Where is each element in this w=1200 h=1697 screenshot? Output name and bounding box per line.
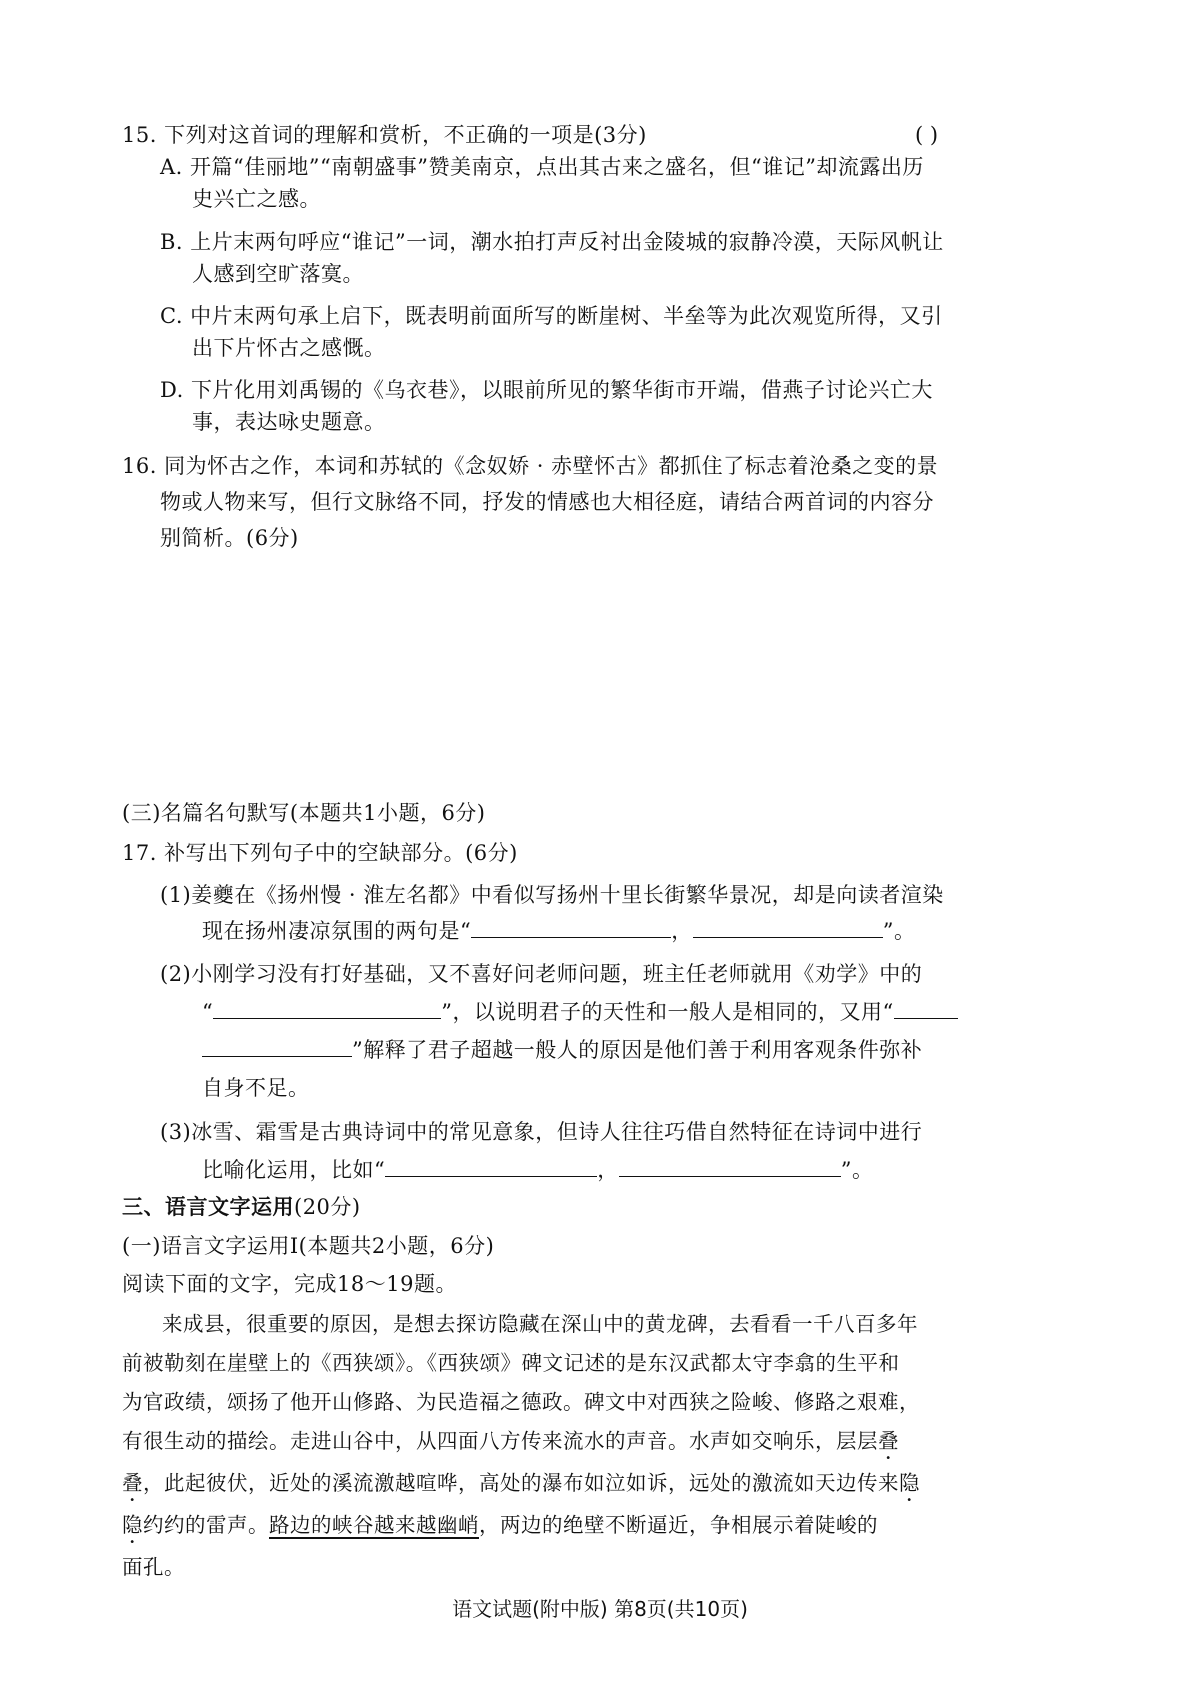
blank-2b-start[interactable] xyxy=(894,996,958,1019)
blank-3b[interactable] xyxy=(619,1154,841,1177)
q15-option-b: B. 上片末两句呼应“谁记”一词，潮水拍打声反衬出金陵城的寂静冷漠，天际风帆让 人感到空旷落寞。 xyxy=(160,230,944,286)
q17-sub2: (2)小刚学习没有打好基础，又不喜好问老师问题，班主任老师就用《劝学》中的 “ ”，以说明君子的天性和一般人是相同的，又用“ ”解释了君子超越一般人的原因是他们善于利用客观条件弥补 自身不足。 xyxy=(160,955,958,1107)
blank-2a[interactable] xyxy=(213,996,441,1019)
q15-stem: 15. 下列对这首词的理解和赏析，不正确的一项是(3分) xyxy=(122,123,647,147)
q17-sub1: (1)姜夔在《扬州慢 · 淮左名都》中看似写扬州十里长街繁华景况，却是向读者渲染 现在扬州凄凉氛围的两句是“ ， ”。 xyxy=(160,883,944,943)
blank-1b[interactable] xyxy=(693,915,883,938)
page-footer: 语文试题(附中版) 第8页(共10页) xyxy=(452,1597,748,1621)
q16: 16. 同为怀古之作，本词和苏轼的《念奴娇 · 赤壁怀古》都抓住了标志着沧桑之变的景 物或人物来写，但行文脉络不同，抒发的情感也大相径庭，请结合两首词的内容分 别简析。(6分) xyxy=(122,454,939,550)
section-3-heading: (三)名篇名句默写(本题共1小题，6分) xyxy=(122,801,486,825)
q17-sub3: (3)冰雪、霜雪是古典诗词中的常见意象，但诗人往往巧借自然特征在诗词中进行 比喻化运用，比如“ ， ”。 xyxy=(160,1120,923,1182)
section-three-title: 三、语言文字运用(20分) xyxy=(122,1194,361,1219)
q17-stem: 17. 补写出下列句子中的空缺部分。(6分) xyxy=(122,841,518,865)
blank-1a[interactable] xyxy=(471,915,671,938)
section-three-sub1: (一)语言文字运用Ⅰ(本题共2小题，6分) xyxy=(122,1234,495,1258)
q15-option-c: C. 中片末两句承上启下，既表明前面所写的断崖树、半垒等为此次观览所得，又引 出下片怀古之感慨。 xyxy=(160,304,943,360)
blank-2b-end[interactable] xyxy=(202,1034,352,1057)
blank-3a[interactable] xyxy=(385,1154,597,1177)
underlined-sentence: 路边的峡谷越来越幽峭 xyxy=(269,1513,479,1537)
reading-passage: 来成县，很重要的原因，是想去探访隐藏在深山中的黄龙碑，去看看一千八百多年 前被勒刻在崖壁上的《西狭颂》。《西狭颂》碑文记述的是东汉武都太守李翕的生平和 为官政绩，颂扬了他开山修路、为民造福之德政。碑文中对西狭之险峻、修路之艰难， 有很生动的描绘。走进山谷中，从四面八方传来流水的声音。水声如交响乐，层层叠 叠，此起彼伏，近处的溪流激越喧哗，高处的瀑布如泣如诉，远处的激流如天边传来隐 隐约约的雷声。路边的峡谷越来越幽峭，两边的绝壁不断逼近，争相展示着陡峻的 面孔。 xyxy=(122,1312,920,1579)
answer-bracket: ( ) xyxy=(915,123,939,147)
reading-instruction: 阅读下面的文字，完成18～19题。 xyxy=(122,1272,457,1296)
q15-option-d: D. 下片化用刘禹锡的《乌衣巷》，以眼前所见的繁华街市开端，借燕子讨论兴亡大 事，表达咏史题意。 xyxy=(160,378,933,434)
q15-option-a: A. 开篇“佳丽地”“南朝盛事”赞美南京，点出其古来之盛名，但“谁记”却流露出历 史兴亡之感。 xyxy=(160,155,924,211)
